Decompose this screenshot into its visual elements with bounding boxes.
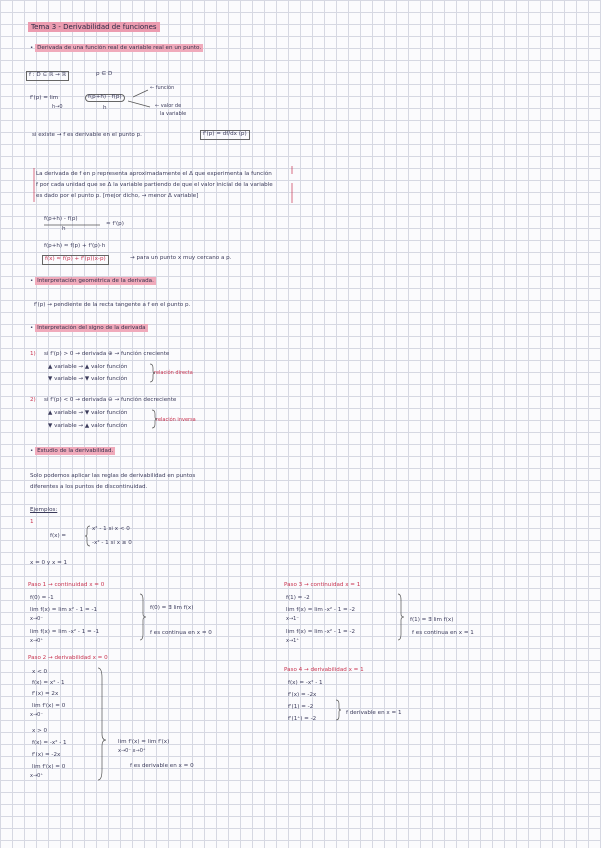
case-2-decrease: ▼ variable → ▲ valor función [48, 423, 128, 429]
brace-case-1 [150, 364, 155, 382]
paso-2-a4-sub: x→0⁻ [30, 712, 43, 718]
leibniz-notation: f'(p) = df/dx (p) [200, 130, 250, 140]
paso-4-line-3: f'(1) = -2 [288, 704, 314, 710]
arrow-to-variable-note [128, 101, 150, 107]
paso-2-a1: x < 0 [32, 669, 48, 675]
case-1-decrease: ▼ variable → ▼ valor función [48, 376, 128, 382]
case-2-main: si f'(p) < 0 → derivada ⊖ → función decreciente [44, 397, 177, 403]
arrow-to-function-note [133, 90, 148, 97]
paso-1-line-2: lim f(x) = lim x² - 1 = -1 [30, 607, 98, 613]
paso-1-line-3-sub: x→0⁺ [30, 638, 43, 644]
paso-2-result-1: lim f'(x) = lim f'(x) [118, 739, 170, 745]
approx-note: → para un punto x muy cercano a p. [130, 255, 232, 261]
paso-1-line-2-sub: x→0⁻ [30, 616, 43, 622]
paso-3-line-2-sub: x→1⁻ [286, 616, 299, 622]
paso-2-b3: f'(x) = -2x [32, 752, 61, 758]
approx-numerator: f(p+h) - f(p) [44, 216, 78, 222]
paso-1-result-2: f es continua en x = 0 [150, 630, 212, 636]
meaning-line-3: es dado por el punto p. [mejor dicho, → menor Δ variable] [36, 193, 199, 199]
tangent-approximation: f(x) ≈ f(p) + f'(p)(x-p) [42, 255, 109, 265]
paso-1-result-1: f(0) = ∃ lim f(x) [150, 605, 194, 611]
section-heading-derivada: • Derivada de una función real de variable real en un punto. [30, 45, 202, 51]
paso-3-result-1: f(1) = ∃ lim f(x) [410, 617, 454, 623]
paso-1-line-1: f(0) = -1 [30, 595, 54, 601]
limit-subscript: h→0 [52, 104, 63, 110]
note-function: ← función [150, 85, 175, 91]
function-definition: f : D ⊆ ℝ → ℝ [26, 71, 69, 81]
section-heading-sign: • Interpretación del signo de la derivada [30, 325, 146, 331]
section-heading-geometric: • Interpretación geométrica de la derivada. [30, 278, 154, 284]
paso-3-brace [398, 594, 404, 640]
difference-numerator: f(p+h) - f(p) [85, 94, 125, 102]
piecewise-brace [85, 526, 90, 546]
paso-4-brace [336, 700, 341, 720]
paso-2-b4: lim f'(x) = 0 [32, 764, 66, 770]
note-variable-1: ← valor de [155, 103, 182, 109]
tangent-slope: f'(p) → pendiente de la recta tangente a f en el punto p. [34, 302, 191, 308]
paso-4-line-2: f'(x) = -2x [288, 692, 317, 698]
study-line-1: Solo podemos aplicar las reglas de derivabilidad en puntos [30, 473, 196, 479]
paso-2-brace [98, 668, 106, 780]
paso-3-line-2: lim f(x) = lim -x² - 1 = -2 [286, 607, 356, 613]
paso-3-result-2: f es continua en x = 1 [412, 630, 474, 636]
paso-4-line-4: f'(1⁺) = -2 [288, 716, 317, 722]
paso-2-a2: f(x) = x² - 1 [32, 680, 65, 686]
case-2-number: 2) [30, 397, 36, 403]
meaning-line-1: La derivada de f en p representa aproximadamente el Δ que experimenta la función [36, 171, 272, 177]
approx-linear: f(p+h) ≈ f(p) + f'(p)·h [44, 243, 106, 249]
study-points: x = 0 y x = 1 [30, 560, 68, 566]
paso-1-brace [140, 594, 146, 640]
paso-2-b1: x > 0 [32, 728, 48, 734]
paso-2-heading: Paso 2 → derivabilidad x = 0 [28, 655, 108, 661]
note-variable-2: la variable [160, 111, 187, 117]
paso-2-a4: lim f'(x) = 0 [32, 703, 66, 709]
example-number: 1 [30, 519, 34, 525]
approx-denominator: h [62, 226, 66, 232]
paso-4-result: f derivable en x = 1 [346, 710, 402, 716]
paso-3-heading: Paso 3 → continuidad x = 1 [284, 582, 361, 588]
section-heading-study: • Estudio de la derivabilidad. [30, 448, 114, 454]
piecewise-case-1: x² - 1 si x < 0 [92, 526, 130, 532]
case-1-main: si f'(p) > 0 → derivada ⊕ → función creciente [44, 351, 170, 357]
brace-case-2 [152, 410, 157, 428]
paso-3-line-1: f(1) = -2 [286, 595, 310, 601]
domain-point: p ∈ D [96, 71, 113, 77]
case-2-increase: ▲ variable → ▼ valor función [48, 410, 128, 416]
study-line-2: diferentes a los puntos de discontinuidad. [30, 484, 148, 490]
paso-2-b2: f(x) = -x² - 1 [32, 740, 67, 746]
piecewise-label: f(x) = [50, 533, 67, 539]
examples-heading: Ejemplos: [30, 507, 58, 513]
paso-3-line-3-sub: x→1⁺ [286, 638, 299, 644]
piecewise-case-2: -x² - 1 si x ≥ 0 [92, 540, 132, 546]
paso-2-result-1-sub: x→0⁻ x→0⁺ [118, 748, 146, 754]
paso-4-line-1: f(x) = -x² - 1 [288, 680, 323, 686]
difference-denominator: h [103, 105, 107, 111]
paso-4-heading: Paso 4 → derivabilidad x = 1 [284, 667, 364, 673]
direct-relation-note: relación directa [154, 370, 193, 376]
paso-2-result-2: f es derivable en x = 0 [130, 763, 194, 769]
inverse-relation-note: relación inversa [156, 417, 196, 423]
derivative-definition: f'(p) = lim [30, 95, 59, 101]
page-title: Tema 3 - Derivabilidad de funciones [28, 24, 160, 32]
derivable-condition: si existe → f es derivable en el punto p. [32, 132, 142, 138]
case-1-number: 1) [30, 351, 36, 357]
case-1-increase: ▲ variable → ▲ valor función [48, 364, 128, 370]
paso-3-line-3: lim f(x) = lim -x² - 1 = -2 [286, 629, 356, 635]
meaning-line-2: f por cada unidad que se Δ la variable partiendo de que el valor inicial de la variable [36, 182, 273, 188]
paso-2-a3: f'(x) = 2x [32, 691, 59, 697]
paso-1-heading: Paso 1 → continuidad x = 0 [28, 582, 105, 588]
paso-1-line-3: lim f(x) = lim -x² - 1 = -1 [30, 629, 100, 635]
paso-2-b4-sub: x→0⁺ [30, 773, 43, 779]
approx-rhs: ≈ f'(p) [106, 221, 124, 227]
